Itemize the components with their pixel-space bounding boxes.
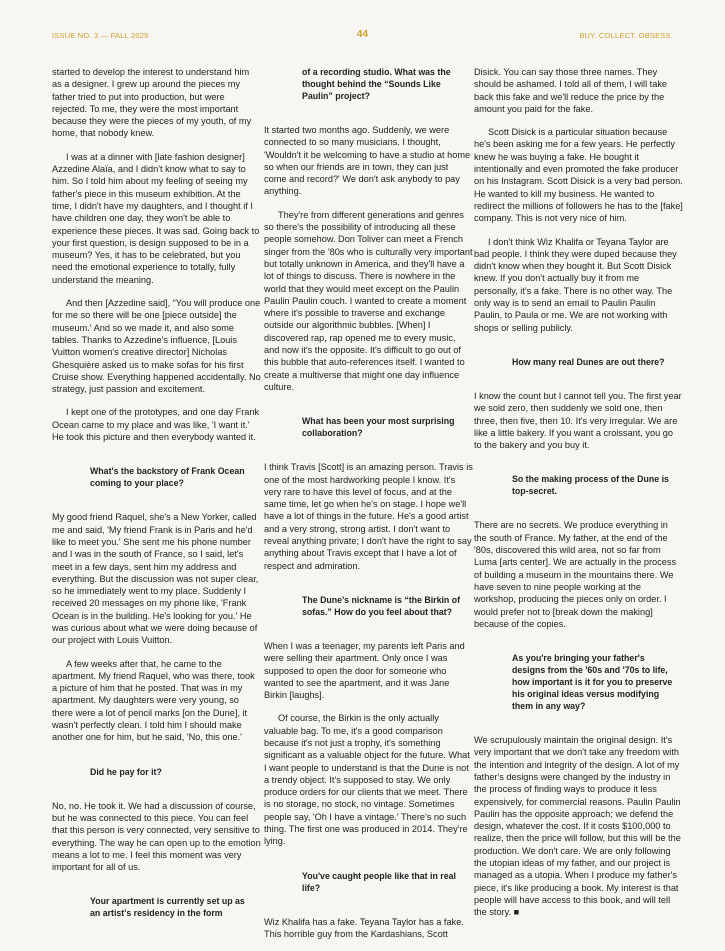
body-paragraph: I kept one of the prototypes, and one day Frank Ocean came to my place and was like, 'I want it.' He took this picture and then everybody wanted it. bbox=[52, 407, 260, 443]
page-number: 44 bbox=[356, 29, 369, 40]
interview-question: As you're bringing your father's designs from the '60s and '70s to life, how important is it for you to preserve his original ideas versus modifying them in any way? bbox=[512, 653, 673, 712]
interview-question: You've caught people like that in real life? bbox=[302, 870, 456, 893]
body-paragraph: I know the count but I cannot tell you. The first year we sold zero, then suddenly we sold one, then three, then five, then 10. It's very irregular. We are like a little bakery. If you want a croissant, you go to the bakery and you buy it. bbox=[474, 390, 682, 451]
interview-question: So the making process of the Dune is top-secret. bbox=[512, 474, 669, 497]
body-paragraph: Of course, the Birkin is the only actually valuable bag. To me, it's a good comparison because it's not just a trophy, it's something significant as a valuable object for the future. What I want people to understand is that the Dune is not a trendy object. It's supposed to stay. We only produce orders for our clients that we meet. There is no storage, no stock, no vintage. Sometimes people say, 'Oh I have a vintage.' There's no such thing. The first one was produced in 2014. They're lying. bbox=[264, 713, 470, 847]
text-column-2 bbox=[264, 66, 473, 951]
interview-question: What has been your most surprising collaboration? bbox=[302, 416, 455, 439]
interview-question: The Dune's nickname is “the Birkin of sofas.” How do you feel about that? bbox=[302, 594, 461, 617]
interview-question: How many real Dunes are out there? bbox=[512, 356, 665, 367]
body-paragraph: They're from different generations and genres so there's the possibility of introducing all these people somehow. Don Toliver can meet a French singer from the '80s who is culturally very important but totally unknown in America, and they'll have a lot of things to discuss. There is nowhere in the world that they would meet except on the Paulin Paulin Paulin couch. I wanted to create a moment where it's possible to traverse and exchange outside our algorithmic bubbles. [When] I discovered rap, rap opened me to every music, and now it's the opposite. It's difficult to go out of this bubble that auto-references itself. I wanted to create a multiverse that might one day influence culture. bbox=[264, 209, 473, 392]
text-column-3 bbox=[474, 66, 683, 930]
body-paragraph: A few weeks after that, he came to the apartment. My friend Raquel, who was there, took a picture of him that he posted. That was in my apartment. My daughters were very young, so there were a lot of pencil marks [on the Dune], it wasn't perfectly clean. I told him I should make another one for him, but he said, 'No, this one.' bbox=[52, 658, 255, 743]
body-paragraph: And then [Azzedine said], “You will produce one for me so there will be one [piece outside] the museum.' And so we made it, and also some tables. Thanks to Azzedine's influence, [Louis Vuitton women's creative director] Nicholas Ghesquière asked us to make sofas for his first Cruise show. Everything happened accidentally. No strategy, just passion and excitement. bbox=[52, 298, 261, 395]
interview-question: Did he pay for it? bbox=[90, 766, 162, 777]
running-header bbox=[52, 31, 673, 45]
interview-question: Your apartment is currently set up as an artist's residency in the form bbox=[90, 896, 245, 919]
interview-question: of a recording studio. What was the thought behind the “Sounds Like Paulin” project? bbox=[302, 67, 451, 101]
body-paragraph: Wiz Khalifa has a fake. Teyana Taylor has a fake. This horrible guy from the Kardashians, Scott bbox=[264, 916, 464, 939]
body-paragraph: I don't think Wiz Khalifa or Teyana Taylor are bad people. I think they were duped because they didn't know when they bought it. But Scott Disick knew. If you don't actually buy it from me personally, it's a fake. There is no other way. The only way is to send an email to Paulin Paulin Paulin, to Paula or me. We are not working with shops or selling publicly. bbox=[474, 236, 677, 333]
body-paragraph: I think Travis [Scott] is an amazing person. Travis is one of the most hardworking people I know. It's very rare to have this level of focus, and at the same time, let go when he's on stage. I hope we'll have a lot of things in the future. He's a good artist and a very strong, strong artist. I don't want to reveal anything private; I don't have the right to say anything about Travis except that I have a lot of respect and admiration. bbox=[264, 462, 473, 571]
body-paragraph: I was at a dinner with [late fashion designer] Azzedine Alaïa, and I didn't know what to say to him. So I told him about my feeling of seeing my father's piece in this museum exhibition. At the time, I didn't have my daughters, and I thought if I have children one day, they won't be able to experience these pieces. It was sad. Going back to your first question, is design supposed to be in a museum? Yes, it has to be celebrated, but you need the emotional experience to totally, fully understand the meaning. bbox=[52, 151, 260, 285]
issue-label: ISSUE NO. 3 — FALL 2025 bbox=[52, 31, 149, 40]
body-paragraph: Scott Disick is a particular situation because he's been asking me for a few years. He perfectly knew he was buying a fake. He bought it intentionally and even promoted the fake producer on his Instagram. Scott Disick is a very bad person. He wanted to kill my business. He wanted to redirect the millions of followers he has to the [fake] company. This is not very nice of him. bbox=[474, 127, 683, 224]
text-column-1 bbox=[52, 66, 261, 941]
interview-question: What's the backstory of Frank Ocean coming to your place? bbox=[90, 466, 245, 489]
body-paragraph: It started two months ago. Suddenly, we were connected to so many musicians. I thought, 'Wouldn't it be welcoming to have a studio at home so when our friends are in town, they can just come and record?' We don't ask anybody to pay anything. bbox=[264, 125, 471, 197]
body-paragraph: There are no secrets. We produce everything in the south of France. My father, at the end of the '80s, discovered this wild area, not so far from Luma [arts center]. We are actually in the process of building a museum in the mountains there. We have seven to nine people working at the workshop, producing the pieces only on order. I would prefer not to [break down the making] because of the copies. bbox=[474, 520, 677, 629]
magazine-tagline: BUY. COLLECT. OBSESS. bbox=[579, 31, 673, 40]
body-paragraph: When I was a teenager, my parents left Paris and were selling their apartment. Only once I was supposed to open the door for someone who wanted to see the apartment, and it was Jane Birkin [laughs]. bbox=[264, 640, 465, 701]
body-paragraph: started to develop the interest to understand him as a designer. I grew up around the pieces my father tried to put into production, but were rejected. To me, they were the most important because they were the pieces of my youth, of my home, that nobody knew. bbox=[52, 67, 252, 139]
body-paragraph: No, no. He took it. We had a discussion of course, but he was connected to this piece. You can feel that this person is very connected, very sensitive to everything. The way he can open up to the emotion means a lot to me. I feel this moment was very important for all of us. bbox=[52, 800, 261, 873]
body-paragraph: Disick. You can say those three names. They should be ashamed. I told all of them, I will take back this fake and we'll reduce the price by the amount you paid for the fake. bbox=[474, 67, 668, 114]
body-paragraph: My good friend Raquel, she's a New Yorker, called me and said, 'My friend Frank is in Paris and he'd like to meet you.' She sent me his phone number and I was in the south of France, so I said, let's meet in a few days, sent him my address and everything. But the discussion was not super clear, so he immediately went to my place. Suddenly I received 20 messages on my phone like, 'Frank Ocean is in the building. He's looking for you.' He was curious about what we were doing because of our project with Louis Vuitton. bbox=[52, 512, 259, 646]
body-paragraph: We scrupulously maintain the original design. It's very important that we don't take any freedom with the intention and integrity of the design. A lot of my father's designs were changed by the industry in the process of finding ways to produce it less expensively, for commercial reasons. Paulin Paulin Paulin has the opposite approach; we defend the design, whatever the cost. If it costs $100,000 to realize, then the price will follow, but this will be the production. We don't care. We are only following the utopian ideas of my father, and our project is managed as a utopia. When I produce my father's piece, it's like producing a book. My interest is that people will have access to this book, and will tell the story. ■ bbox=[474, 735, 681, 918]
